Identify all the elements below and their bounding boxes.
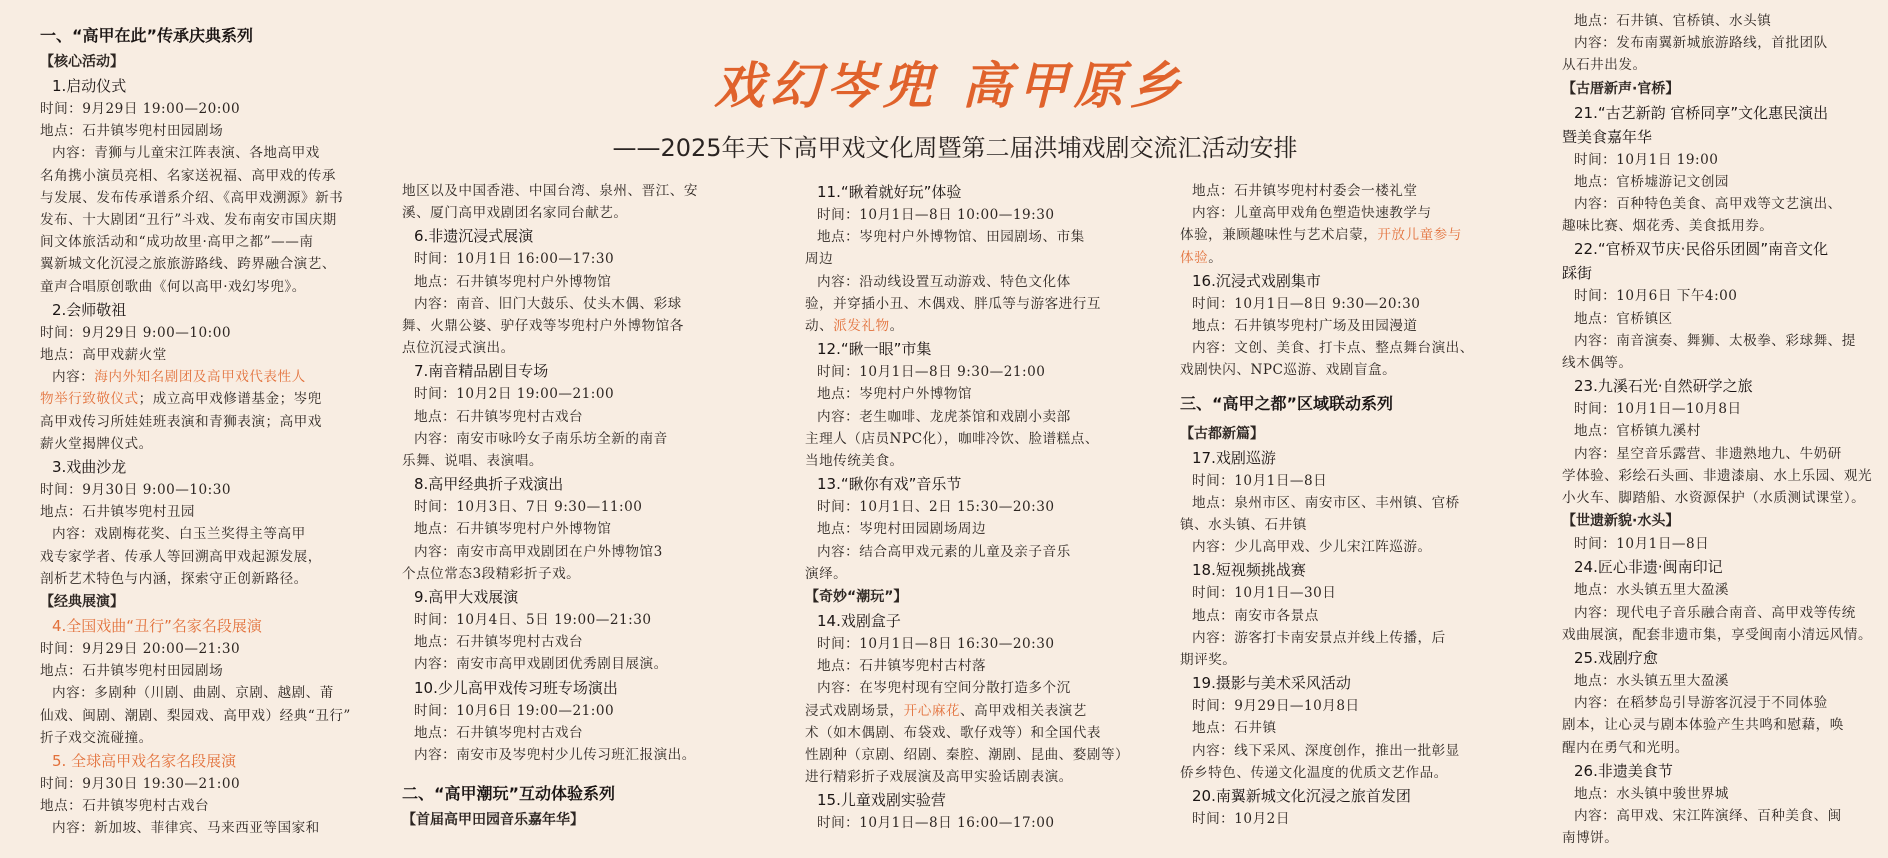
content-line: 学体验、彩绘石头画、非遗漆扇、水上乐园、观光 <box>1562 467 1873 484</box>
content-line: 发布、十大剧团“丑行”斗戏、发布南安市国庆期 <box>40 212 337 229</box>
location-line: 地点：官桥镇九溪村 <box>1574 423 1701 440</box>
column-4 <box>1180 180 1552 830</box>
content-text: 。 <box>889 318 904 335</box>
content-line: 高甲戏传习所娃娃班表演和青狮表演；高甲戏 <box>40 413 322 430</box>
activity-title: 7.南音精品剧目专场 <box>414 362 549 381</box>
activity-title: 26.非遗美食节 <box>1574 761 1673 780</box>
time-line: 时间：10月1日 16:00—17:30 <box>414 251 615 268</box>
time-line: 时间：10月1日—10月8日 <box>1574 401 1742 418</box>
activity-title: 22.“官桥双节庆·民俗乐团圆”南音文化 <box>1574 240 1829 259</box>
subsection-heading: 【世遗新貌·水头】 <box>1562 513 1680 530</box>
activity-title: 18.短视频挑战赛 <box>1192 561 1306 580</box>
column-2 <box>402 180 780 832</box>
main-title: 戏幻岑兜 高甲原乡 <box>714 56 1186 115</box>
content-line: 侨乡特色、传递文化温度的优质文艺作品。 <box>1180 764 1448 781</box>
content-line: 趣味比赛、烟花秀、美食抵用券。 <box>1562 218 1774 235</box>
location-line: 地点：石井镇岑兜村古戏台 <box>414 408 584 425</box>
content-line: 周边 <box>805 251 834 268</box>
content-line: 从石井出发。 <box>1562 57 1647 74</box>
activity-title: 5. 全球高甲戏名家名段展演 <box>52 752 237 771</box>
highlight-text: 派发礼物 <box>833 318 890 335</box>
activity-title: 21.“古艺新韵 官桥同享”文化惠民演出 <box>1574 103 1829 122</box>
content-line: 内容：南安市高甲戏剧团在户外博物馆3 <box>414 543 663 560</box>
location-line: 地点：水头镇五里大盈溪 <box>1574 582 1730 599</box>
content-line: 剖析艺术特色与内涵，探索守正创新路径。 <box>40 570 308 587</box>
content-line: 内容：在稻梦岛引导游客沉浸于不同体验 <box>1574 695 1828 712</box>
location-line: 地点：石井镇岑兜村古村落 <box>817 658 987 675</box>
location-line: 地点：水头镇中骏世界城 <box>1574 785 1730 802</box>
time-line: 时间：10月1日 19:00 <box>1574 151 1719 168</box>
location-line: 地点：石井镇、官桥镇、水头镇 <box>1574 13 1772 29</box>
content-text: 、高甲戏相关表演艺 <box>960 702 1087 719</box>
activity-title: 3.戏曲沙龙 <box>52 458 127 477</box>
location-line: 地点：石井镇岑兜村古戏台 <box>40 798 210 815</box>
subsection-heading: 【首届高甲田园音乐嘉年华】 <box>402 812 584 829</box>
location-line: 地点：岑兜村田园剧场周边 <box>817 521 987 538</box>
section-heading: 三、“高甲之都”区域联动系列 <box>1180 393 1394 413</box>
content-line: 镇、水头镇、石井镇 <box>1180 517 1307 534</box>
content-line: 内容：南安市咏吟女子南乐坊全新的南音 <box>414 430 668 447</box>
content-line: 小火车、脚踏船、水资源保护（水质测试课堂）。 <box>1562 490 1866 507</box>
subsection-heading: 【经典展演】 <box>40 594 124 611</box>
content-line: 溪、厦门高甲戏剧团名家同台献艺。 <box>402 205 628 222</box>
highlight-text: 开放儿童参与 <box>1377 227 1462 244</box>
activity-title: 15.儿童戏剧实验营 <box>817 791 946 810</box>
location-line: 地点：官桥镇区 <box>1574 310 1673 327</box>
time-line: 时间：9月30日 9:00—10:30 <box>40 482 232 499</box>
location-line: 地点：岑兜村户外博物馆、田园剧场、市集 <box>817 229 1085 246</box>
content-line: 剧本，让心灵与剧本体验产生共鸣和慰藉，唤 <box>1562 717 1844 734</box>
content-line: 乐舞、说唱、表演唱。 <box>402 453 543 470</box>
content-line: 童声合唱原创歌曲《何以高甲·戏幻岑兜》。 <box>40 278 306 295</box>
content-line: 间文体旅活动和“成功故里·高甲之都”——南 <box>40 234 314 251</box>
content-text: ；成立高甲戏修谱基金；岑兜 <box>138 391 322 408</box>
location-line: 地点：石井镇岑兜村户外博物馆 <box>414 521 612 538</box>
content-line: 性剧种（京剧、绍剧、秦腔、潮剧、昆曲、婺剧等） <box>805 747 1130 764</box>
subtitle: ——2025年天下高甲戏文化周暨第二届洪埔戏剧交流汇活动安排 <box>612 134 1298 162</box>
section-heading: 一、“高甲在此”传承庆典系列 <box>40 26 254 45</box>
content-text: 动、 <box>805 318 834 335</box>
activity-title: 11.“瞅着就好玩”体验 <box>817 183 962 201</box>
activity-title: 12.“瞅一眼”市集 <box>817 340 932 359</box>
activity-title: 17.戏剧巡游 <box>1192 448 1276 467</box>
location-line: 地点：石井镇岑兜村村委会一楼礼堂 <box>1192 183 1418 199</box>
highlight-text: 开心麻花 <box>903 702 961 719</box>
content-line: 内容：南安市及岑兜村少儿传习班汇报演出。 <box>414 747 696 764</box>
location-line: 地点：泉州市区、南安市区、丰州镇、官桥 <box>1192 494 1460 511</box>
activity-title: 8.高甲经典折子戏演出 <box>414 475 564 494</box>
content-line: 内容：多剧种（川剧、曲剧、京剧、越剧、莆 <box>52 685 334 702</box>
content-line: 仙戏、闽剧、潮剧、梨园戏、高甲戏）经典“丑行” <box>40 707 351 724</box>
activity-title: 13.“瞅你有戏”音乐节 <box>817 475 962 494</box>
content-line: 验，并穿插小丑、木偶戏、胖瓜等与游客进行互 <box>805 295 1101 312</box>
location-line: 地点：石井镇岑兜村户外博物馆 <box>414 273 612 290</box>
location-line: 地点：石井镇岑兜村古戏台 <box>414 634 584 651</box>
content-line: 内容：在岑兜村现有空间分散打造多个沉 <box>817 680 1071 697</box>
content-line: 内容：高甲戏、宋江阵演绎、百种美食、闽 <box>1574 808 1842 825</box>
time-line: 时间：9月29日 9:00—10:00 <box>40 324 232 341</box>
content-text: 体验，兼顾趣味性与艺术启蒙， <box>1180 227 1378 244</box>
time-line: 时间：10月1日—8日 16:30—20:30 <box>817 636 1055 653</box>
activity-title: 19.摄影与美术采风活动 <box>1192 674 1351 693</box>
content-line: 内容：戏剧梅花奖、白玉兰奖得主等高甲 <box>52 526 306 543</box>
time-line: 时间：10月2日 19:00—21:00 <box>414 386 615 403</box>
location-line: 地点：石井镇岑兜村广场及田园漫道 <box>1192 318 1418 335</box>
content-line: 翼新城文化沉浸之旅旅游路线、跨界融合演艺、 <box>40 256 336 273</box>
activity-title: 2.会师敬祖 <box>52 300 127 319</box>
column-1 <box>40 22 376 840</box>
content-line: 主理人（店员NPC化），咖啡冷饮、脸谱糕点、 <box>805 430 1099 447</box>
content-line: 内容：儿童高甲戏角色塑造快速教学与 <box>1192 205 1432 222</box>
content-line: 内容：线下采风、深度创作，推出一批彰显 <box>1192 742 1460 759</box>
activity-title: 14.戏剧盒子 <box>817 612 901 631</box>
content-line: 演绎。 <box>805 565 848 582</box>
highlight-text: 海内外知名剧团及高甲戏代表性人 <box>94 369 306 386</box>
content-text: 浸式戏剧场景， <box>805 702 904 719</box>
subsection-heading: 【奇妙“潮玩”】 <box>805 589 908 606</box>
activity-title: 10.少儿高甲戏传习班专场演出 <box>414 678 618 697</box>
time-line: 时间：10月6日 19:00—21:00 <box>414 702 615 719</box>
content-line: 内容：老生咖啡、龙虎茶馆和戏剧小卖部 <box>817 408 1071 425</box>
location-line: 地点：南安市各景点 <box>1192 607 1319 624</box>
column-3 <box>805 180 1160 835</box>
content-line <box>805 315 1160 337</box>
content-line: 舞、火鼎公婆、驴仔戏等岑兜村户外博物馆各 <box>402 318 684 335</box>
content-line: 内容：南安市高甲戏剧团优秀剧目展演。 <box>414 656 668 673</box>
content-line: 内容：现代电子音乐融合南音、高甲戏等传统 <box>1574 604 1856 621</box>
location-line: 地点：石井镇 <box>1192 720 1277 737</box>
activity-title: 踩街 <box>1562 264 1593 283</box>
content-line: 期评奖。 <box>1180 652 1237 669</box>
content-line: 内容：少儿高甲戏、少儿宋江阵巡游。 <box>1192 539 1432 556</box>
section-heading: 二、“高甲潮玩”互动体验系列 <box>402 784 616 804</box>
content-line <box>40 388 376 410</box>
activity-title: 24.匠心非遗·闽南印记 <box>1574 558 1723 577</box>
content-line: 点位沉浸式演出。 <box>402 340 515 357</box>
activity-title: 暨美食嘉年华 <box>1562 127 1653 146</box>
location-line: 地点：石井镇岑兜村古戏台 <box>414 724 584 741</box>
subsection-heading: 【古厝新声·官桥】 <box>1562 80 1680 97</box>
content-line: 进行精彩折子戏展演及高甲实验话剧表演。 <box>805 769 1073 786</box>
time-line: 时间：9月30日 19:30—21:00 <box>40 776 241 793</box>
time-line: 时间：10月1日—8日 10:00—19:30 <box>817 207 1055 223</box>
activity-title: 9.高甲大戏展演 <box>414 588 519 607</box>
content-line: 内容：结合高甲戏元素的儿童及亲子音乐 <box>817 543 1071 560</box>
content-line <box>1180 247 1552 269</box>
content-line: 个点位常态3段精彩折子戏。 <box>402 565 581 582</box>
content-line: 薪火堂揭牌仪式。 <box>40 435 153 452</box>
content-line: 术（如木偶剧、布袋戏、歌仔戏等）和全国代表 <box>805 724 1101 741</box>
activity-title: 4.全国戏曲“丑行”名家名段展演 <box>52 617 262 636</box>
time-line: 时间：10月6日 下午4:00 <box>1574 288 1738 305</box>
time-line: 时间：10月1日—8日 16:00—17:00 <box>817 815 1055 832</box>
content-line: 内容：青狮与儿童宋江阵表演、各地高甲戏 <box>52 145 320 162</box>
content-line: 内容：发布南翼新城旅游路线，首批团队 <box>1574 35 1828 52</box>
content-line: 内容：南音、旧门大鼓乐、仗头木偶、彩球 <box>414 295 682 312</box>
content-line: 内容：新加坡、菲律宾、马来西亚等国家和 <box>52 820 320 837</box>
location-line: 地点：石井镇岑兜村田园剧场 <box>40 123 224 140</box>
content-line: 内容：百种特色美食、高甲戏等文艺演出、 <box>1574 196 1842 213</box>
content-line: 与发展、发布传承谱系介绍、《高甲戏溯源》新书 <box>40 189 344 206</box>
content-line: 内容：南音演奏、舞狮、太极拳、彩球舞、提 <box>1574 332 1856 349</box>
content-line: 戏专家学者、传承人等回溯高甲戏起源发展， <box>40 548 322 565</box>
time-line: 时间：10月1日—8日 <box>1192 472 1328 489</box>
content-line: 内容：文创、美食、打卡点、整点舞台演出、 <box>1192 340 1474 357</box>
time-line: 时间：10月1日—8日 9:30—20:30 <box>1192 295 1421 312</box>
location-line: 地点：官桥墟游记文创园 <box>1574 173 1730 190</box>
location-line: 地点：高甲戏薪火堂 <box>40 347 167 364</box>
content-line: 内容：星空音乐露营、非遗熟地九、牛奶研 <box>1574 445 1842 462</box>
activity-title: 1.启动仪式 <box>52 77 127 95</box>
content-line: 地区以及中国香港、中国台湾、泉州、晋江、安 <box>402 183 698 199</box>
content-text: 。 <box>1208 249 1223 266</box>
activity-title: 16.沉浸式戏剧集市 <box>1192 271 1321 290</box>
content-line: 名角携小演员亮相、名家送祝福、高甲戏的传承 <box>40 167 336 184</box>
content-line: 内容：沿动线设置互动游戏、特色文化体 <box>817 273 1071 290</box>
location-line: 地点：石井镇岑兜村丑园 <box>40 504 196 521</box>
content-line: 线木偶等。 <box>1562 355 1633 372</box>
activity-title: 25.戏剧疗愈 <box>1574 649 1658 668</box>
time-line: 时间：10月1日—8日 <box>1574 536 1710 553</box>
content-line: 戏剧快闪、NPC巡游、戏剧盲盒。 <box>1180 362 1397 379</box>
time-line: 时间：10月3日、7日 9:30—11:00 <box>414 499 643 516</box>
content-line: 内容：游客打卡南安景点并线上传播，后 <box>1192 629 1446 646</box>
content-line <box>1180 224 1552 246</box>
column-5 <box>1562 10 1884 849</box>
activity-title: 20.南翼新城文化沉浸之旅首发团 <box>1192 787 1411 806</box>
highlight-text: 体验 <box>1180 249 1209 266</box>
content-line: 南博饼。 <box>1562 830 1619 847</box>
highlight-text: 物举行致敬仪式 <box>40 391 139 408</box>
time-line: 时间：10月4日、5日 19:00—21:30 <box>414 612 652 629</box>
location-line: 地点：石井镇岑兜村田园剧场 <box>40 663 224 680</box>
time-line: 时间：9月29日 19:00—20:00 <box>40 101 241 117</box>
content-line: 醒内在勇气和光明。 <box>1562 739 1689 756</box>
time-line: 时间：9月29日 20:00—21:30 <box>40 641 241 658</box>
activity-title: 23.九溪石光·自然研学之旅 <box>1574 377 1753 396</box>
content-line <box>805 700 1160 722</box>
subsection-heading: 【核心活动】 <box>40 54 124 70</box>
time-line: 时间：9月29日—10月8日 <box>1192 698 1360 715</box>
content-line: 戏曲展演，配套非遗市集，享受闽南小清远风情。 <box>1562 626 1873 643</box>
content-line: 折子戏交流碰撞。 <box>40 729 153 746</box>
time-line: 时间：10月1日—30日 <box>1192 585 1337 602</box>
content-line: 当地传统美食。 <box>805 453 904 470</box>
time-line: 时间：10月2日 <box>1192 811 1290 828</box>
content-line <box>40 366 376 388</box>
location-line: 地点：水头镇五里大盈溪 <box>1574 673 1730 690</box>
content-label: 内容： <box>52 369 95 386</box>
subsection-heading: 【古都新篇】 <box>1180 425 1264 442</box>
time-line: 时间：10月1日、2日 15:30—20:30 <box>817 499 1055 516</box>
activity-title: 6.非遗沉浸式展演 <box>414 227 534 246</box>
location-line: 地点：岑兜村户外博物馆 <box>817 386 973 403</box>
time-line: 时间：10月1日—8日 9:30—21:00 <box>817 364 1046 381</box>
